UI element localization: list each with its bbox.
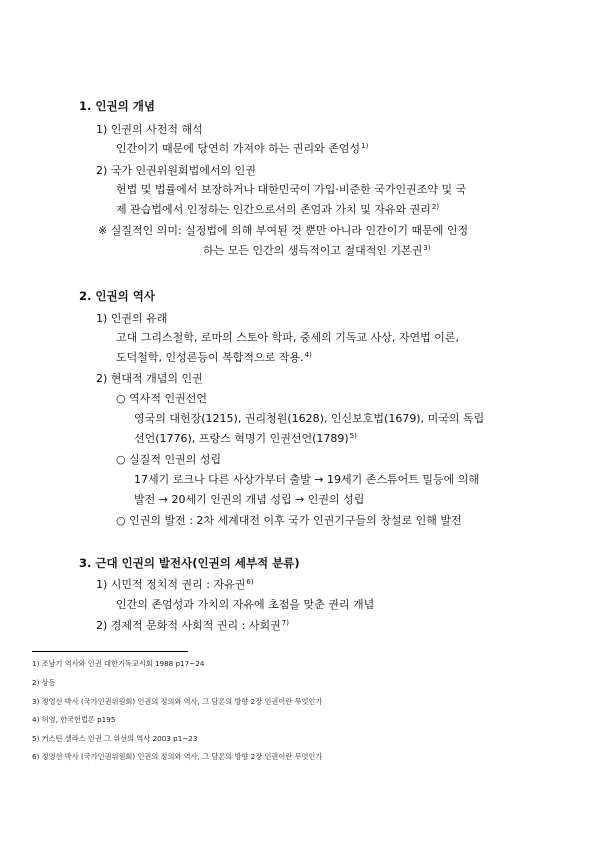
section-3-heading: 3. 근대 인권의 발전사(인권의 세부적 분류) (79, 556, 300, 570)
section-2-line: ○ 실질적 인권의 성립 (116, 453, 222, 466)
section-1-heading: 1. 인권의 개념 (79, 99, 155, 113)
section-2-line: 영국의 대헌장(1215), 권리청원(1628), 인신보호법(1679), 미국의 독립 (134, 412, 485, 425)
section-2-line: 2) 현대적 개념의 인권 (96, 372, 203, 385)
footnote: 2) 상동 (32, 678, 56, 687)
section-2-line: 선언(1776), 프랑스 혁명기 인권선언$(1789)^{5)}$ (134, 432, 357, 445)
section-1-line: 인간이기 때문에 당연히 가져야 하는 권리와 존엄성$^{1)}$ (116, 142, 369, 155)
section-1-line: 헌법 및 법률에서 보장하거나 대한민국이 가입·비준한 국가인권조약 및 국 (116, 183, 467, 196)
section-2-line: 발전 → 20세기 인권의 개념 성립 → 인권의 성립 (134, 493, 365, 506)
section-1-line: 하는 모든 인간의 생득적이고 절대적인 기본권$^{3)}$ (203, 244, 431, 257)
section-3-line: 인간의 존엄성과 가치의 자유에 초점을 맞춘 권리 개념 (116, 598, 375, 611)
footnote: 1) 조남기 역사와 인권 대한기독교서회 1988 p17~24 (32, 659, 205, 668)
footnote: 3) 정영선 박사 (국가인권위원회) 인권의 정의와 역사, 그 담론의 방향 2장 인권이란 무엇인가 (32, 697, 323, 706)
section-2-line: 고대 그리스철학, 로마의 스토아 학파, 중세의 기독교 사상, 자연법 이론, (116, 331, 459, 344)
footnote: 6) 정영선 박사 (국가인권위원회) 인권의 정의와 역사, 그 담론의 방향 2장 인권이란 무엇인가 (32, 752, 323, 761)
section-2-line: 도덕철학, 인성론등이 복합적으로 작용.$^{4)}$ (116, 351, 312, 364)
section-3-line: 2) 경제적 문화적 사회적 권리 : 사회권$^{7)}$ (96, 619, 289, 632)
section-2-line: ○ 역사적 인권선언 (116, 392, 207, 405)
section-2-line: ○ 인권의 발전 : 2차 세계대전 이후 국가 인권기구들의 창설로 인해 발전 (116, 514, 462, 527)
footnote: 5) 커스틴 셀라스 인권 그 위선의 역사 2003 p1~23 (32, 734, 198, 743)
section-1-line: 2) 국가 인권위원회법에서의 인권 (96, 164, 256, 177)
section-1-line: 1) 인권의 사전적 해석 (96, 123, 203, 136)
section-2-line: 17세기 로크나 다른 사상가부터 출발 → 19세기 존스튜어트 밀등에 의해 (134, 473, 479, 486)
section-2-heading: 2. 인권의 역사 (79, 289, 155, 303)
footnote-separator (32, 651, 188, 652)
section-3-line: 1) 시민적 정치적 권리 : 자유권$^{6)}$ (96, 578, 254, 591)
section-1-line: ※ 실질적인 의미: 실정법에 의해 부여된 것 뿐만 아니라 인간이기 때문에 인정 (98, 224, 469, 237)
section-2-line: 1) 인권의 유래 (96, 312, 168, 325)
footnote: 4) 허영, 한국헌법론 p195 (32, 715, 116, 724)
section-1-line: 제 관습법에서 인정하는 인간으로서의 존엄과 가치 및 자유와 권리$^{2)}$ (116, 203, 440, 216)
